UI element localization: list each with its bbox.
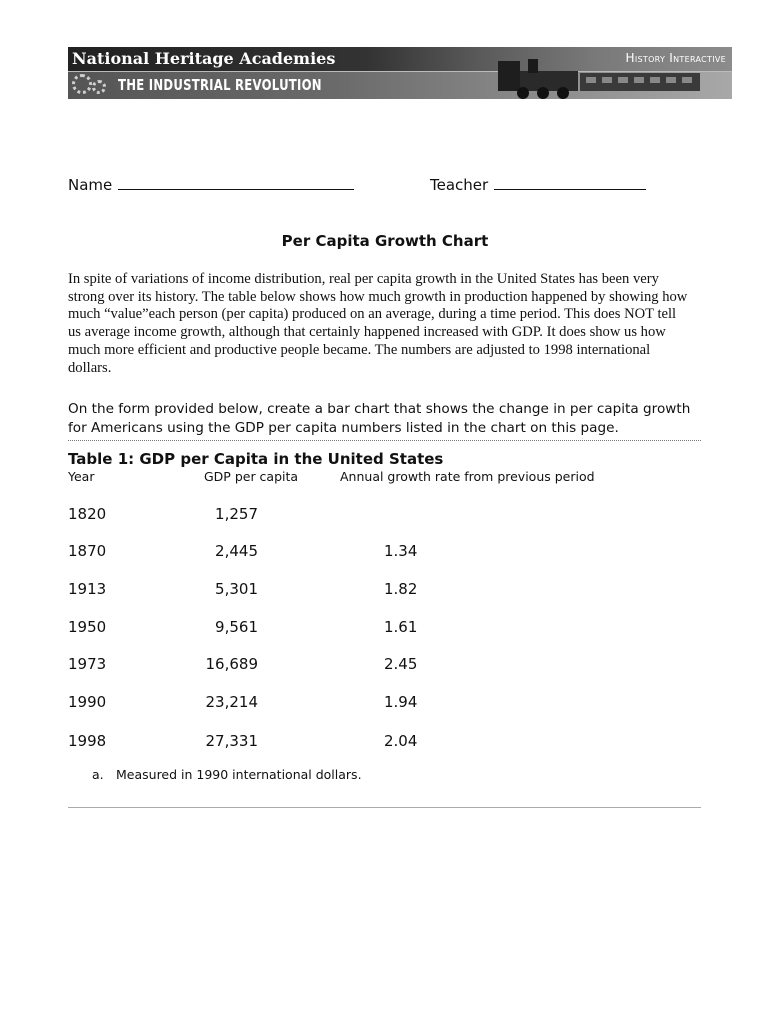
year-cell: 1820	[68, 505, 107, 523]
gdp-cell: 9,561	[215, 618, 258, 636]
rate-cell: 2.04	[384, 732, 418, 750]
bottom-divider	[68, 807, 701, 808]
organization-name: National Heritage Academies	[72, 49, 336, 68]
page-title: Per Capita Growth Chart	[281, 232, 489, 250]
gdp-cell: 1,257	[215, 505, 258, 523]
name-field[interactable]	[68, 175, 354, 194]
table-row	[0, 655, 770, 675]
table-row	[0, 732, 770, 752]
table-title: Table 1: GDP per Capita in the United States	[68, 450, 444, 468]
year-cell: 1913	[68, 580, 107, 598]
teacher-blank[interactable]	[494, 175, 646, 190]
name-label: Name	[68, 176, 113, 194]
year-cell: 1973	[68, 655, 107, 673]
gdp-cell: 5,301	[215, 580, 258, 598]
small-gear-icon	[92, 80, 106, 94]
rate-cell: 1.34	[384, 542, 418, 560]
gdp-cell: 23,214	[205, 693, 258, 711]
year-cell: 1990	[68, 693, 107, 711]
rate-cell: 1.61	[384, 618, 418, 636]
section-divider	[68, 440, 701, 441]
table-row	[0, 505, 770, 525]
course-title: THE INDUSTRIAL REVOLUTION	[118, 76, 322, 94]
column-header-growth-rate: Annual growth rate from previous period	[340, 469, 595, 484]
footnote-marker: a.	[92, 767, 104, 782]
year-cell: 1998	[68, 732, 107, 750]
gdp-cell: 2,445	[215, 542, 258, 560]
intro-paragraph: In spite of variations of income distribution, real per capita growth in the United States has been very strong over its history. The table below shows how much growth in production happened by showing how much “value”each person (per capita) produced on an average, during a time period. This does NOT tell us average income growth, although that certainly happened increased with GDP. It does show us how much more efficient and productive people became. The numbers are adjusted to 1998 international dollars.	[68, 271, 688, 376]
rate-cell: 1.94	[384, 693, 418, 711]
name-blank[interactable]	[118, 175, 354, 190]
gear-icon	[72, 74, 92, 94]
year-cell: 1870	[68, 542, 107, 560]
rate-cell: 2.45	[384, 655, 418, 673]
header-banner	[68, 47, 732, 99]
table-row	[0, 618, 770, 638]
teacher-field[interactable]	[430, 175, 646, 194]
gdp-cell: 27,331	[205, 732, 258, 750]
teacher-label: Teacher	[430, 176, 489, 194]
column-header-gdp: GDP per capita	[204, 469, 299, 484]
table-footnote	[92, 767, 362, 782]
table-row	[0, 542, 770, 562]
table-row	[0, 693, 770, 713]
rate-cell: 1.82	[384, 580, 418, 598]
instruction-paragraph: On the form provided below, create a bar chart that shows the change in per capita growth for Americans using the GDP per capita numbers listed in the chart on this page.	[68, 401, 691, 436]
footnote-text: Measured in 1990 international dollars.	[116, 767, 362, 782]
series-name: History Interactive	[625, 51, 726, 65]
table-row	[0, 580, 770, 600]
year-cell: 1950	[68, 618, 107, 636]
column-header-year: Year	[68, 469, 95, 484]
gdp-cell: 16,689	[205, 655, 258, 673]
